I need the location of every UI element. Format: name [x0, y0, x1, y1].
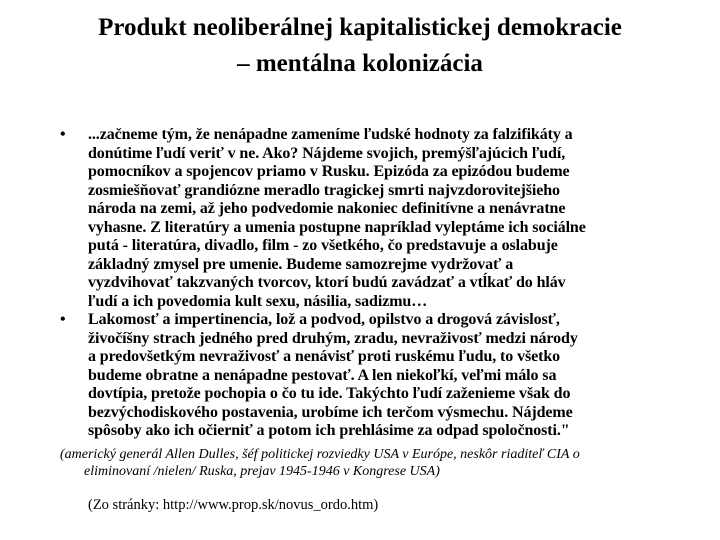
slide-title [20, 10, 700, 82]
bullet-list [60, 126, 680, 441]
text-line: ľudí a ich povedomia kult sexu, násilia, sadizmu… [88, 292, 428, 310]
text-line: základný zmysel pre umenie. Budeme samozrejme vydržovať a [88, 255, 514, 273]
text-line: donútime ľudí veriť v ne. Ako? Nájdeme svojich, premýšľajúcich ľudí, [88, 144, 566, 162]
attribution-line-1: (americký generál Allen Dulles, šéf politickej rozviedky USA v Európe, neskôr riaditeľ CIA o [60, 447, 580, 462]
attribution-note [60, 446, 680, 480]
attribution-line-2: eliminovaní /nielen/ Ruska, prejav 1945-1946 v Kongrese USA) [84, 464, 440, 479]
bullet-marker: • [60, 311, 66, 328]
text-line: bezvýchodiskového postavenia, urobíme ich terčom výsmechu. Nájdeme [88, 403, 573, 421]
bullet-text [88, 126, 680, 311]
text-line: a predovšetkým nevraživosť a nenávisť proti ruskému ľudu, to všetko [88, 348, 561, 365]
text-line: putá - literatúra, divadlo, film - zo všetkého, čo predstavuje a oslabuje [88, 237, 558, 254]
text-line: spôsoby ako ich očierniť a potom ich prehlásime za odpad spoločnosti." [88, 422, 570, 439]
text-line: dovtípia, pretože pochopia o čo tu ide. Takýchto ľudí zaženieme však do [88, 385, 571, 402]
text-line: národa na zemi, až jeho podvedomie nakoniec definitívne a nenávratne [88, 200, 566, 217]
bullet-quote-1 [60, 126, 680, 311]
title-line-1: Produkt neoliberálnej kapitalistickej demokracie [98, 14, 622, 41]
text-line: zosmiešňovať grandiózne meradlo tragickej smrti najvzdorovitejšieho [88, 181, 560, 199]
text-line: budeme obratne a nenápadne pestovať. A len niekoľkí, veľmi málo sa [88, 366, 557, 384]
bullet-text [88, 311, 680, 441]
text-line: vyzdvihovať takzvaných tvorcov, ktorí budú zavádzať a vtĺkať do hláv [88, 274, 566, 291]
text-line: ...začneme tým, že nenápadne zameníme ľudské hodnoty za falzifikáty a [88, 126, 573, 143]
text-line: pomocníkov a spojencov priamo v Rusku. Epizóda za epizódou budeme [88, 163, 570, 180]
text-line: Lakomosť a impertinencia, lož a podvod, opilstvo a drogová závislosť, [88, 311, 560, 328]
bullet-marker: • [60, 126, 66, 143]
source-reference: (Zo stránky: http://www.prop.sk/novus_ordo.htm) [88, 497, 379, 513]
text-line: živočíšny strach jedného pred druhým, zradu, nevraživosť medzi národy [88, 329, 578, 347]
title-line-2: – mentálna kolonizácia [237, 50, 483, 77]
bullet-quote-2 [60, 311, 680, 441]
text-line: vyhasne. Z literatúry a umenia postupne napríklad vyleptáme ich sociálne [88, 218, 586, 236]
